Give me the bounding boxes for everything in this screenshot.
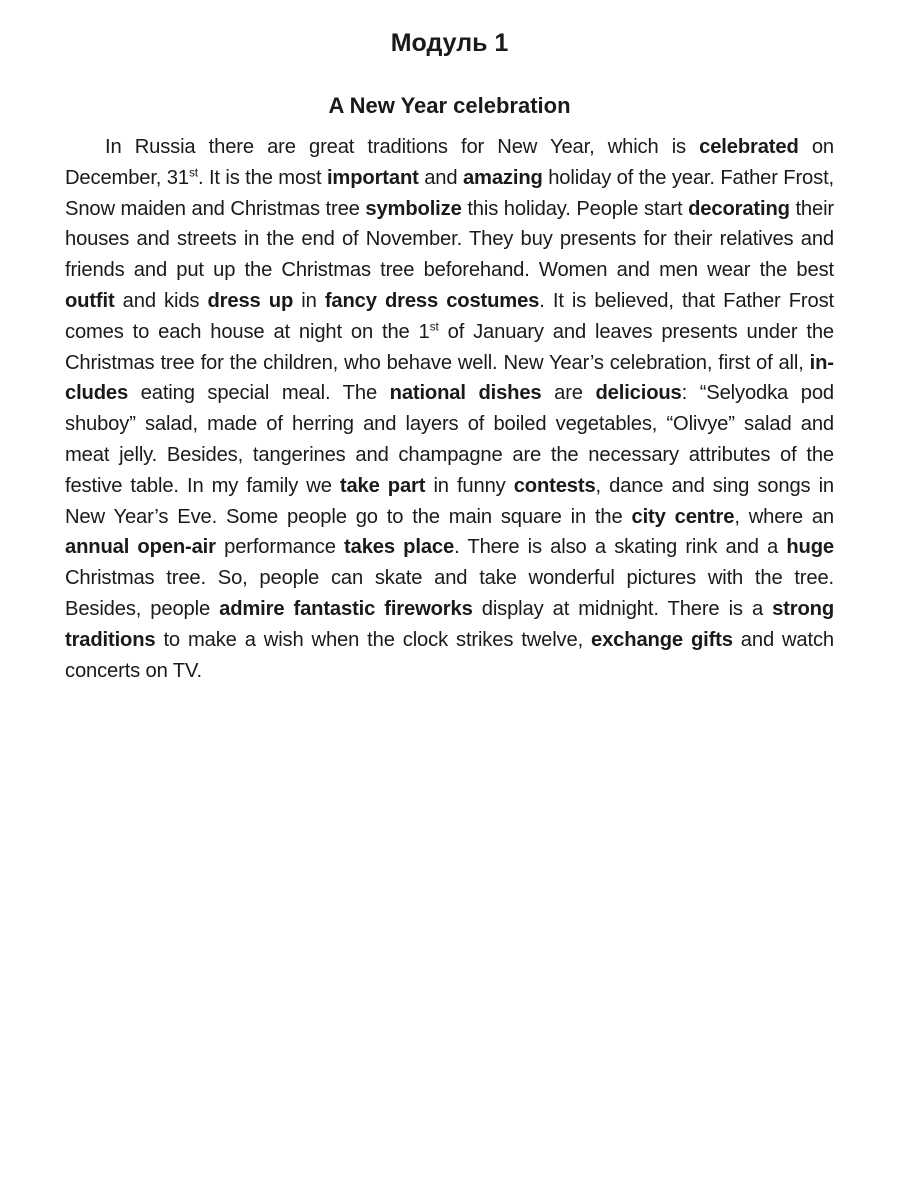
text-run: their houses and streets in the end of November. They buy presents for their relatives and friends and put up the Christmas tree beforehand. Women and men wear the best: [65, 197, 834, 282]
article-title: A New Year celebration: [328, 93, 571, 118]
text-run: this holiday. People start: [461, 197, 689, 220]
bold-term: amazing: [462, 166, 543, 189]
text-run: display at midnight. There is a: [472, 597, 773, 620]
bold-term: strong traditions: [65, 597, 835, 651]
bold-term: city centre: [631, 505, 735, 528]
text-run: . It is the most: [197, 166, 327, 189]
bold-term: takes place: [344, 536, 455, 559]
text-run: on December, 31: [65, 136, 834, 189]
bold-term: outfit: [65, 289, 115, 312]
bold-term: important: [326, 166, 419, 189]
article-paragraph: [65, 132, 834, 686]
module-title: Модуль 1: [390, 29, 509, 57]
bold-term: contests: [513, 474, 596, 497]
bold-term: admire fantastic fireworks: [219, 597, 473, 620]
text-run: : “Selyodka pod shuboy” salad, made of herring and layers of boiled vegetables, “Olivye” salad and meat jelly. Besides, tangerines and champagne are the necessary attributes of the festive table. In my family we: [65, 382, 834, 497]
text-run: eating special meal. The: [128, 382, 390, 405]
bold-term: fancy dress costumes: [324, 289, 540, 312]
ordinal-suffix: st: [188, 165, 198, 180]
text-run: , where an: [734, 505, 835, 528]
text-run: of January and leaves presents under the Christmas tree for the children, who behave well. New Year’s celebration, first of all,: [65, 320, 834, 374]
bold-term: decorating: [688, 197, 790, 220]
text-run: and kids: [114, 289, 208, 312]
bold-term: national dishes: [389, 382, 542, 405]
bold-term: symbolize: [365, 197, 462, 220]
text-run: holiday of the year. Father Frost, Snow maiden and Christmas tree: [65, 166, 834, 220]
bold-term: exchange gifts: [591, 628, 733, 651]
text-run: and watch concerts on TV.: [65, 628, 834, 682]
text-run: . There is also a skating rink and a: [454, 536, 787, 559]
bold-term: annual open-air: [65, 536, 216, 559]
text-run: are: [541, 382, 596, 405]
text-run: . It is believed, that Father Frost comes to each house at night on the 1: [65, 289, 834, 343]
bold-term: includes: [65, 351, 834, 405]
text-run: and: [418, 166, 463, 189]
text-run: in: [293, 289, 325, 312]
bold-term: take part: [339, 474, 426, 497]
text-run: in funny: [425, 474, 514, 497]
text-run: performance: [215, 536, 345, 559]
text-run: to make a wish when the clock strikes twelve,: [155, 628, 592, 651]
text-run: In Russia there are great traditions for New Year, which is: [105, 136, 700, 158]
bold-term: huge: [786, 536, 834, 559]
bold-term: delicious: [595, 382, 682, 405]
ordinal-suffix: st: [429, 319, 439, 334]
text-run: , dance and sing songs in New Year’s Eve. Some people go to the main square in the: [65, 474, 834, 528]
text-run: Christmas tree. So, people can skate and take wonderful pictures with the tree. Besides, people: [65, 567, 834, 620]
bold-term: dress up: [207, 289, 294, 312]
bold-term: celebrated: [699, 136, 799, 158]
